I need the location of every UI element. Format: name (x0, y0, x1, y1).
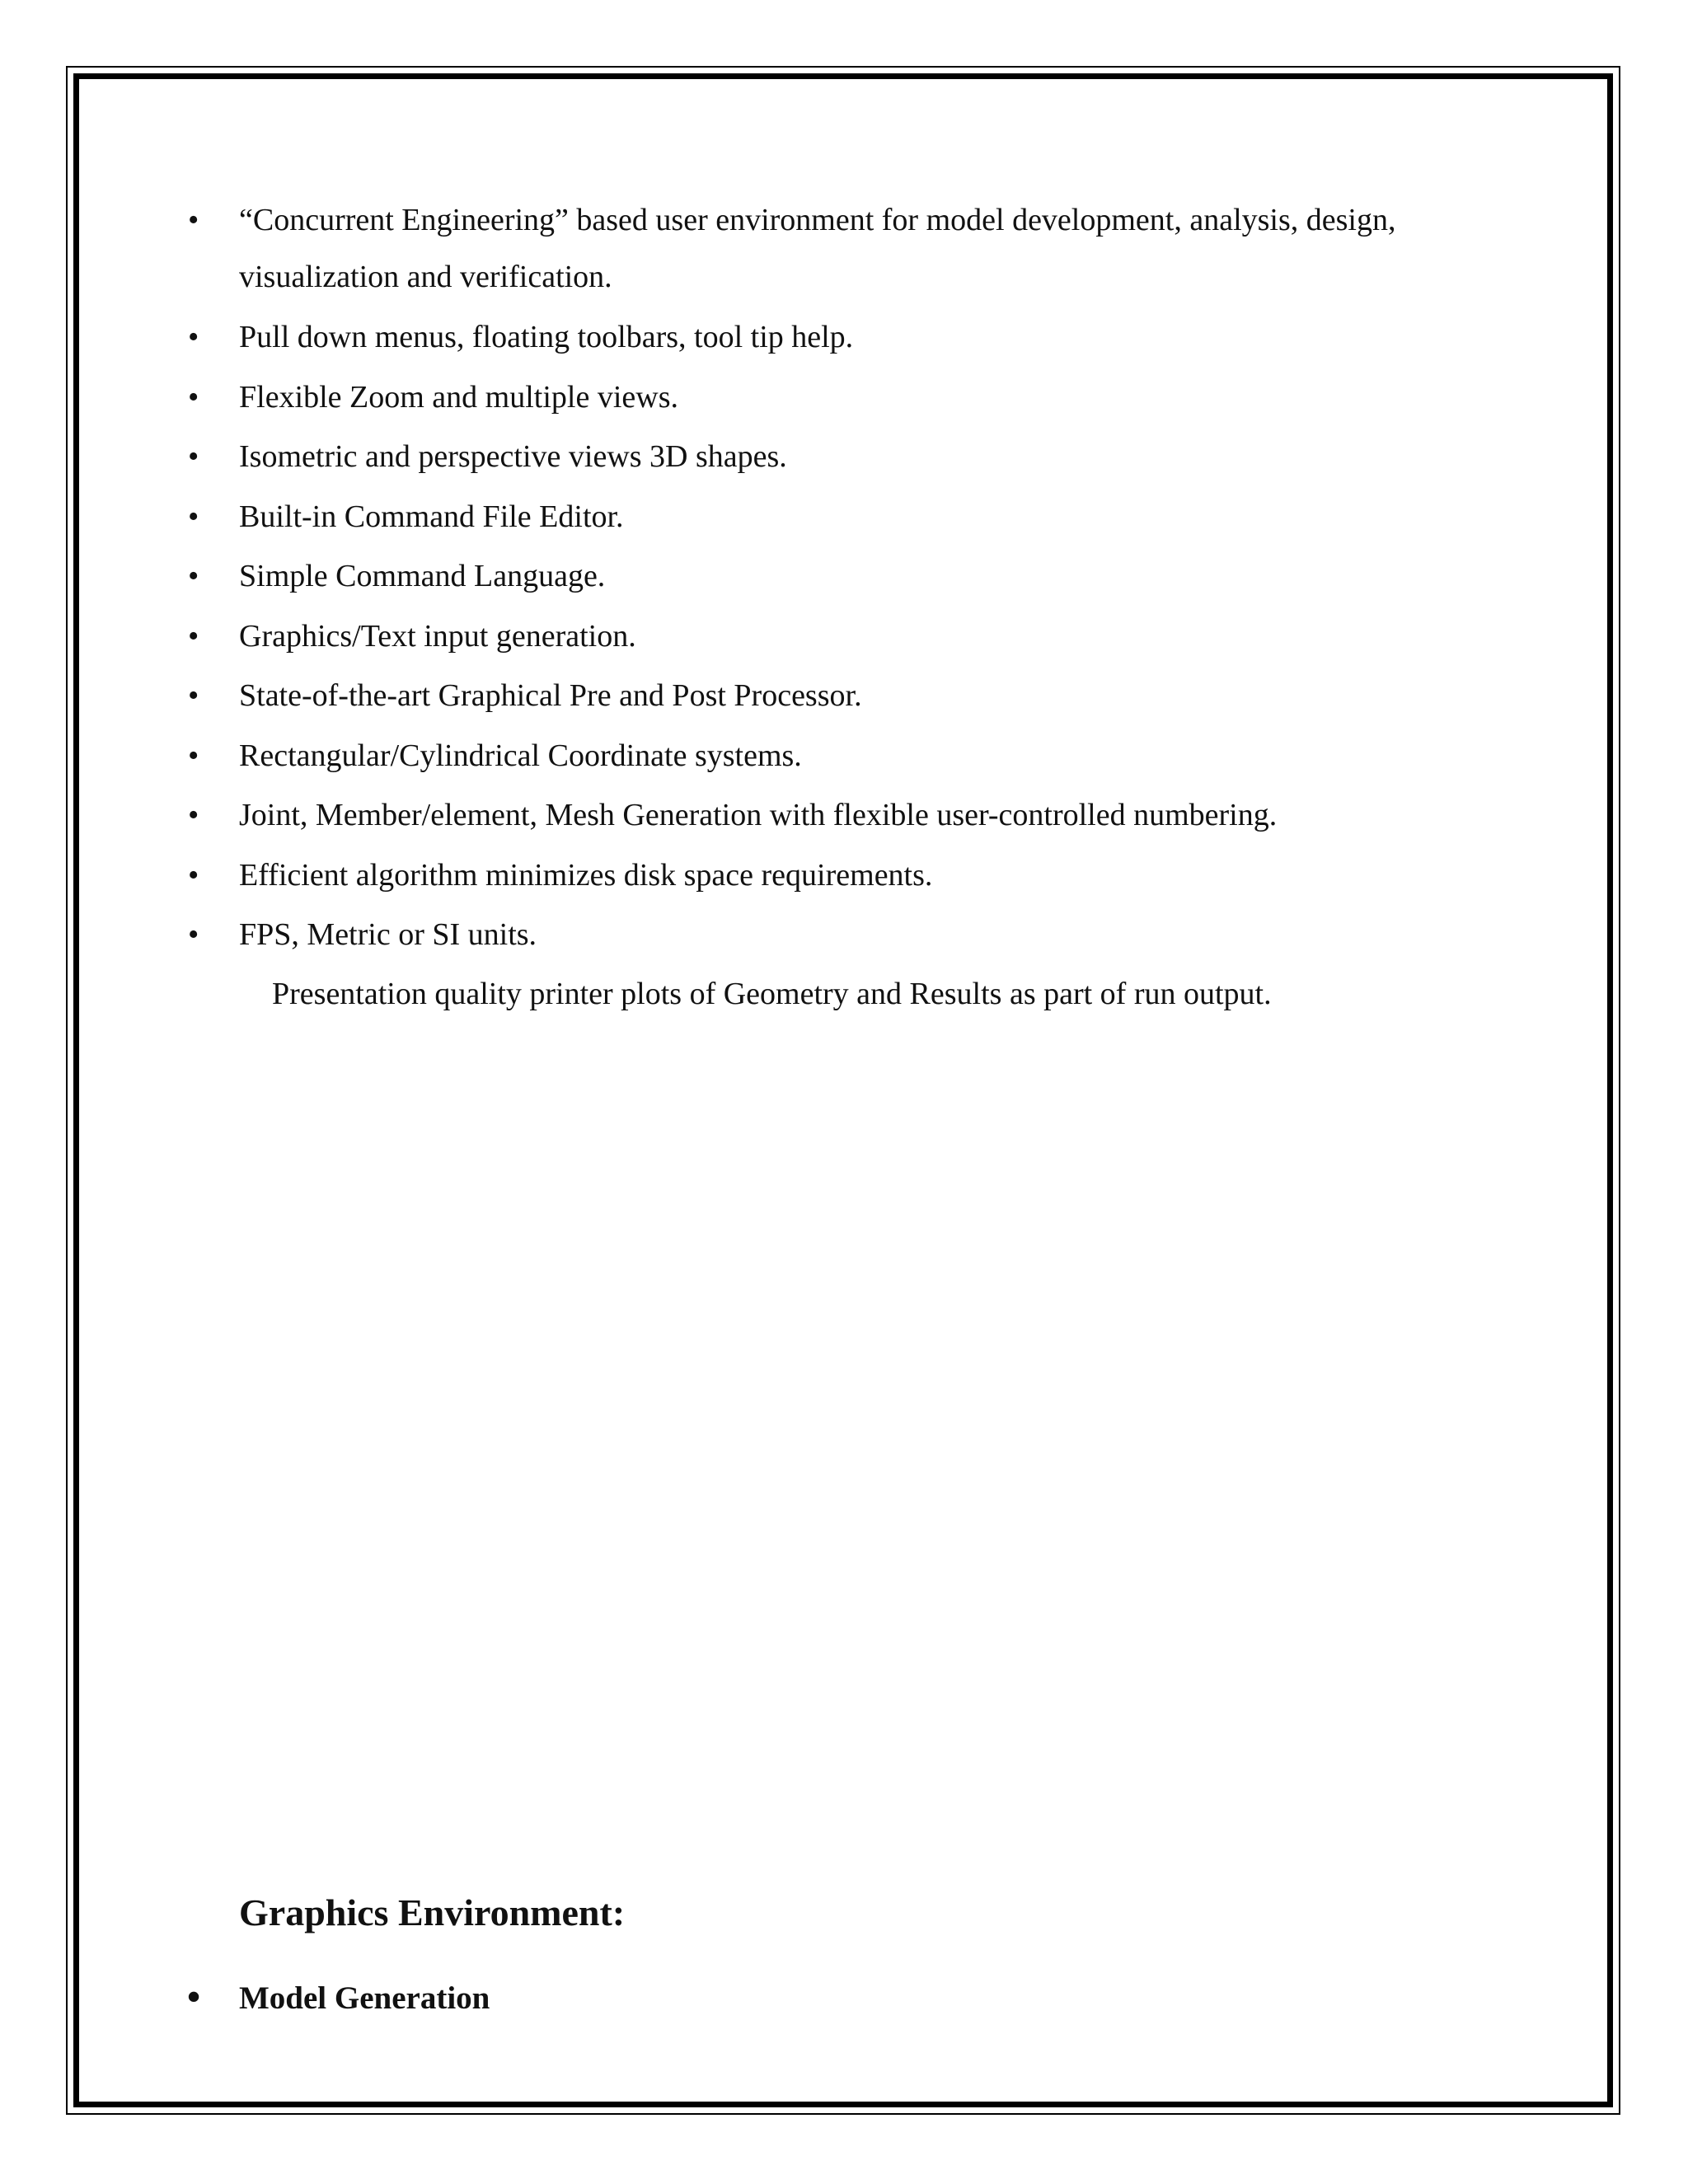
bullet-icon: • (188, 320, 199, 354)
list-item (188, 489, 624, 546)
list-item (188, 192, 1396, 306)
list-item (188, 608, 636, 665)
bullet-icon: • (188, 738, 199, 773)
section-heading: Graphics Environment: (239, 1891, 626, 1933)
list-item (188, 728, 802, 785)
continuation-text: Presentation quality printer plots of Geometry and Results as part of run output. (272, 977, 1272, 1011)
list-item-text: Isometric and perspective views 3D shapes. (239, 439, 787, 474)
bullet-icon: • (188, 439, 199, 474)
list-item-text: Rectangular/Cylindrical Coordinate systems. (239, 738, 802, 773)
bullet-icon: • (188, 559, 199, 593)
list-item (188, 787, 1278, 844)
list-item-text: Efficient algorithm minimizes disk space requirements. (239, 858, 933, 893)
bullet-icon: • (188, 917, 199, 952)
bullet-icon: • (188, 203, 199, 237)
list-item-text: Flexible Zoom and multiple views. (239, 380, 678, 415)
list-item-text: Joint, Member/element, Mesh Generation with flexible user-controlled numbering. (239, 798, 1278, 832)
list-item-text: FPS, Metric or SI units. (239, 917, 537, 952)
bullet-icon: • (188, 380, 199, 415)
bullet-icon: • (188, 678, 199, 713)
list-item-text: Built-in Command File Editor. (239, 499, 624, 534)
section-list-item (187, 1974, 490, 2023)
bullet-icon: • (188, 499, 199, 534)
list-item-text-continued: visualization and verification. (239, 260, 612, 294)
list-item (188, 429, 787, 485)
section-list-item-text: Model Generation (239, 1980, 490, 2016)
bullet-icon: • (188, 619, 199, 654)
list-item (188, 847, 933, 904)
bullet-icon: • (187, 1975, 201, 2018)
list-item (188, 907, 537, 963)
list-item (188, 309, 854, 366)
list-item-text: State-of-the-art Graphical Pre and Post Processor. (239, 678, 862, 713)
list-item (188, 668, 862, 724)
list-item-text: “Concurrent Engineering” based user environment for model development, analysis, design, (239, 203, 1396, 237)
bullet-icon: • (188, 858, 199, 893)
list-item-text: Simple Command Language. (239, 559, 606, 593)
list-item-text: Graphics/Text input generation. (239, 619, 636, 654)
bullet-icon: • (188, 798, 199, 832)
list-item (188, 369, 678, 426)
list-item-text: Pull down menus, floating toolbars, tool tip help. (239, 320, 854, 354)
list-item (188, 548, 606, 605)
